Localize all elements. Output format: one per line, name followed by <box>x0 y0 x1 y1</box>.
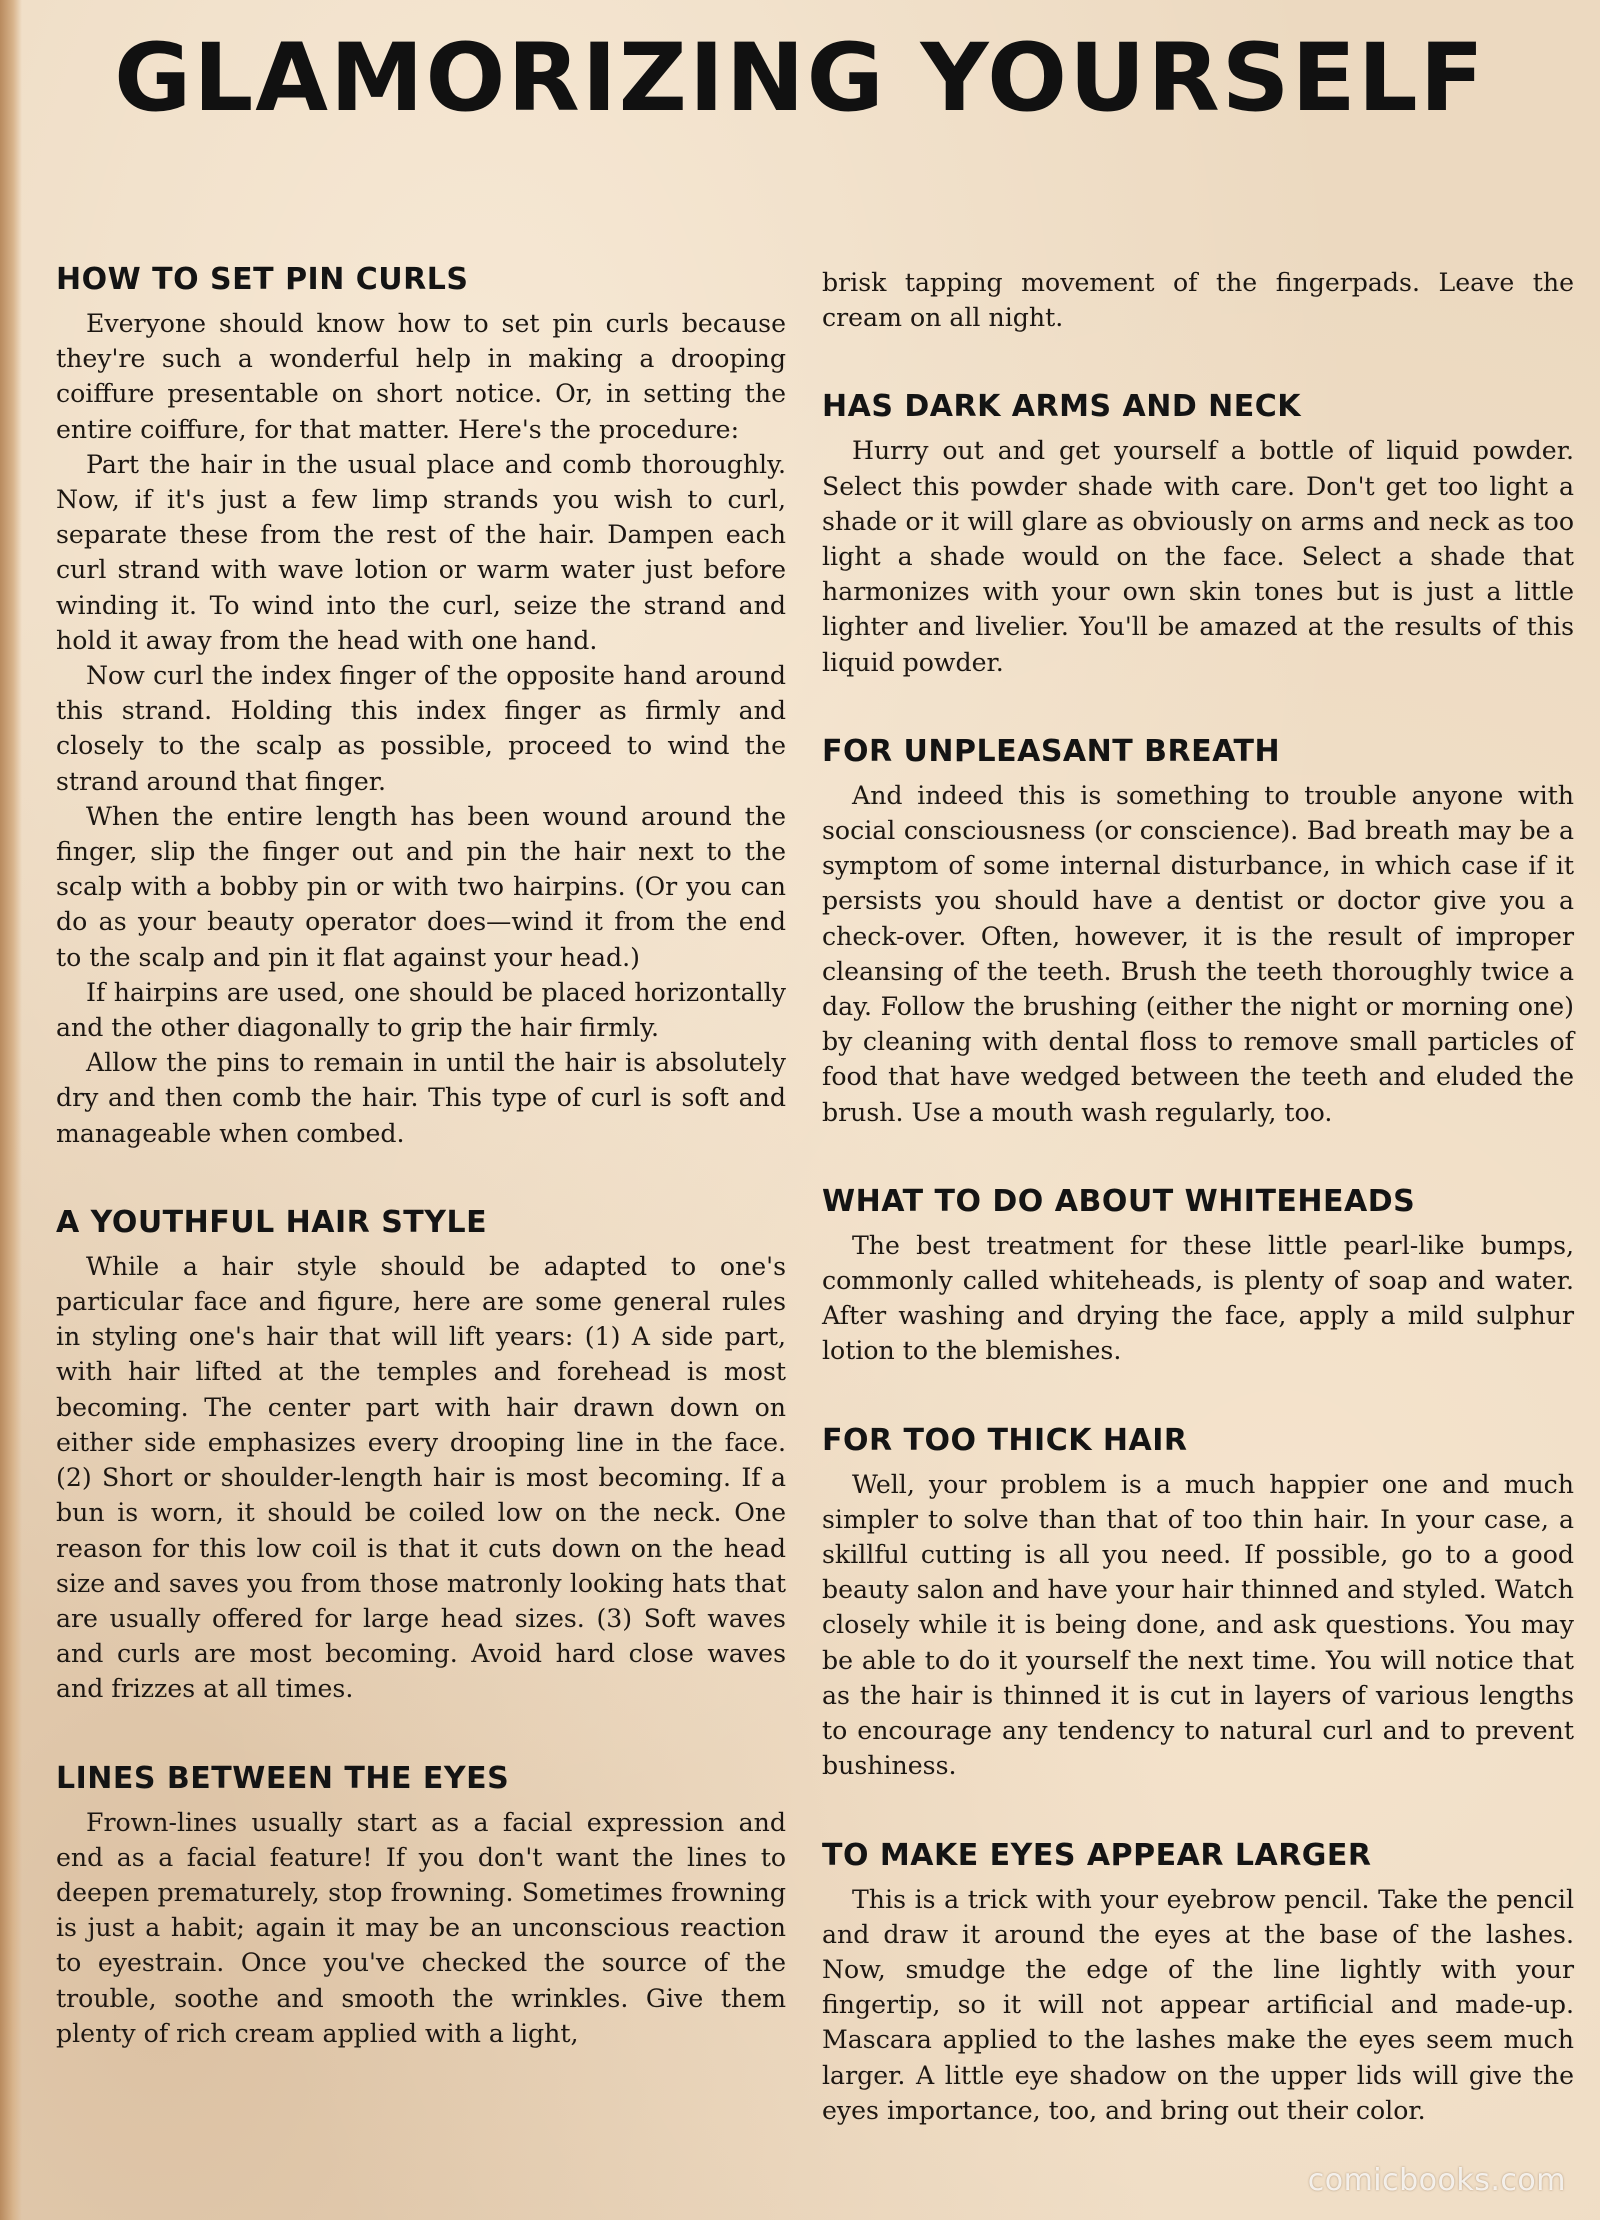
body-paragraph: Hurry out and get yourself a bottle of liquid powder. Select this powder shade with care. Don't get too light a shade or it will glare as obviously on arms and neck as too light a shade would on the face. Select a shade that harmonizes with your own skin tones but is just a little lighter and livelier. You'll be amazed at the results of this liquid powder. <box>822 436 1574 677</box>
body-paragraph: And indeed this is something to trouble anyone with social consciousness (or conscience). Bad breath may be a symptom of some internal disturbance, in which case if it persists you should have a dentist or doctor give you a check-over. Often, however, it is the result of improper cleansing of the teeth. Brush the teeth thoroughly twice a day. Follow the brushing (either the night or morning one) by cleaning with dental floss to remove small particles of food that have wedged between the teeth and eluded the brush. Use a mouth wash regularly, too. <box>822 780 1574 1127</box>
body-paragraph: The best treatment for these little pearl-like bumps, commonly called whiteheads, is plenty of soap and water. After washing and drying the face, apply a mild sulphur lotion to the blemishes. <box>822 1230 1574 1366</box>
section-heading: HOW TO SET PIN CURLS <box>56 262 469 297</box>
article-section <box>822 389 1574 679</box>
body-paragraph: When the entire length has been wound around the finger, slip the finger out and pin the hair next to the scalp with a bobby pin or with two hairpins. (Or you can do as your beauty operator does—wind it from the end to the scalp and pin it flat against your head.) <box>56 801 786 972</box>
body-paragraph: This is a trick with your eyebrow pencil. Take the pencil and draw it around the eyes at the base of the lashes. Now, smudge the edge of the line lightly with your fingertip, so it will not appear artificial and made-up. Mascara applied to the lashes make the eyes seem much larger. A little eye shadow on the upper lids will give the eyes importance, too, and bring out their color. <box>822 1884 1574 2125</box>
section-heading: TO MAKE EYES APPEAR LARGER <box>822 1837 1372 1873</box>
section-heading: FOR TOO THICK HAIR <box>822 1422 1188 1458</box>
body-paragraph: Now curl the index finger of the opposite hand around this strand. Holding this index finger as firmly and closely to the scalp as possible, proceed to wind the strand around that finger. <box>56 661 786 796</box>
body-paragraph: Frown-lines usually start as a facial expression and end as a facial feature! If you don't want the lines to deepen prematurely, stop frowning. Sometimes frowning is just a habit; again it may be an unconscious reaction to eyestrain. Once you've checked the source of the trouble, soothe and smooth the wrinkles. Give them plenty of rich cream applied with a light, <box>56 1807 786 2048</box>
article-section <box>56 262 786 1151</box>
article-section <box>56 1761 786 2051</box>
body-paragraph: Well, your problem is a much happier one and much simpler to solve than that of too thin hair. In your case, a skillful cutting is all you need. If possible, go to a good beauty salon and have your hair thinned and styled. Watch closely while it is being done, and ask questions. You may be able to do it yourself the next time. You will notice that as the hair is thinned it is cut in layers of various lengths to encourage any tendency to natural curl and to prevent bushiness. <box>822 1469 1574 1781</box>
right-column <box>822 265 1574 2182</box>
article-section <box>822 1184 1574 1369</box>
left-column <box>56 262 786 2105</box>
section-heading: LINES BETWEEN THE EYES <box>56 1760 510 1796</box>
body-paragraph: While a hair style should be adapted to one's particular face and figure, here are some general rules in styling one's hair that will lift years: (1) A side part, with hair lifted at the temples and forehead is most becoming. The center part with hair drawn down on either side emphasizes every drooping line in the face. (2) Short or shoulder-length hair is most becoming. If a bun is worn, it should be coiled low on the neck. One reason for this low coil is that it cuts down on the head size and saves you from those matronly looking hats that are usually offered for large head sizes. (3) Soft waves and curls are most becoming. Avoid hard close waves and frizzes at all times. <box>56 1251 786 1704</box>
section-heading: WHAT TO DO ABOUT WHITEHEADS <box>822 1183 1416 1219</box>
article-section <box>822 1838 1574 2128</box>
page-spine-shadow <box>0 0 22 2220</box>
body-paragraph: If hairpins are used, one should be placed horizontally and the other diagonally to grip the hair firmly. <box>56 977 786 1043</box>
article-continuation <box>822 265 1574 335</box>
section-heading: A YOUTHFUL HAIR STYLE <box>56 1204 488 1240</box>
article-section <box>56 1205 786 1707</box>
body-paragraph: Part the hair in the usual place and comb thoroughly. Now, if it's just a few limp strands you wish to curl, separate these from the rest of the hair. Dampen each curl strand with wave lotion or warm water just before winding it. To wind into the curl, seize the strand and hold it away from the head with one hand. <box>56 449 786 655</box>
article-section <box>822 1423 1574 1784</box>
article-section <box>822 734 1574 1130</box>
body-paragraph: Allow the pins to remain in until the hair is absolutely dry and then comb the hair. This type of curl is soft and manageable when combed. <box>56 1048 786 1148</box>
site-watermark: comicbooks.com <box>1307 2163 1566 2198</box>
continued-paragraph: brisk tapping movement of the fingerpads. Leave the cream on all night. <box>822 268 1574 333</box>
page-title: GLAMORIZING YOURSELF <box>114 24 1486 133</box>
section-heading: HAS DARK ARMS AND NECK <box>822 389 1302 425</box>
section-heading: FOR UNPLEASANT BREATH <box>822 733 1281 769</box>
body-paragraph: Everyone should know how to set pin curls because they're such a wonderful help in making a drooping coiffure presentable on short notice. Or, in setting the entire coiffure, for that matter. Here's the procedure: <box>56 309 786 444</box>
